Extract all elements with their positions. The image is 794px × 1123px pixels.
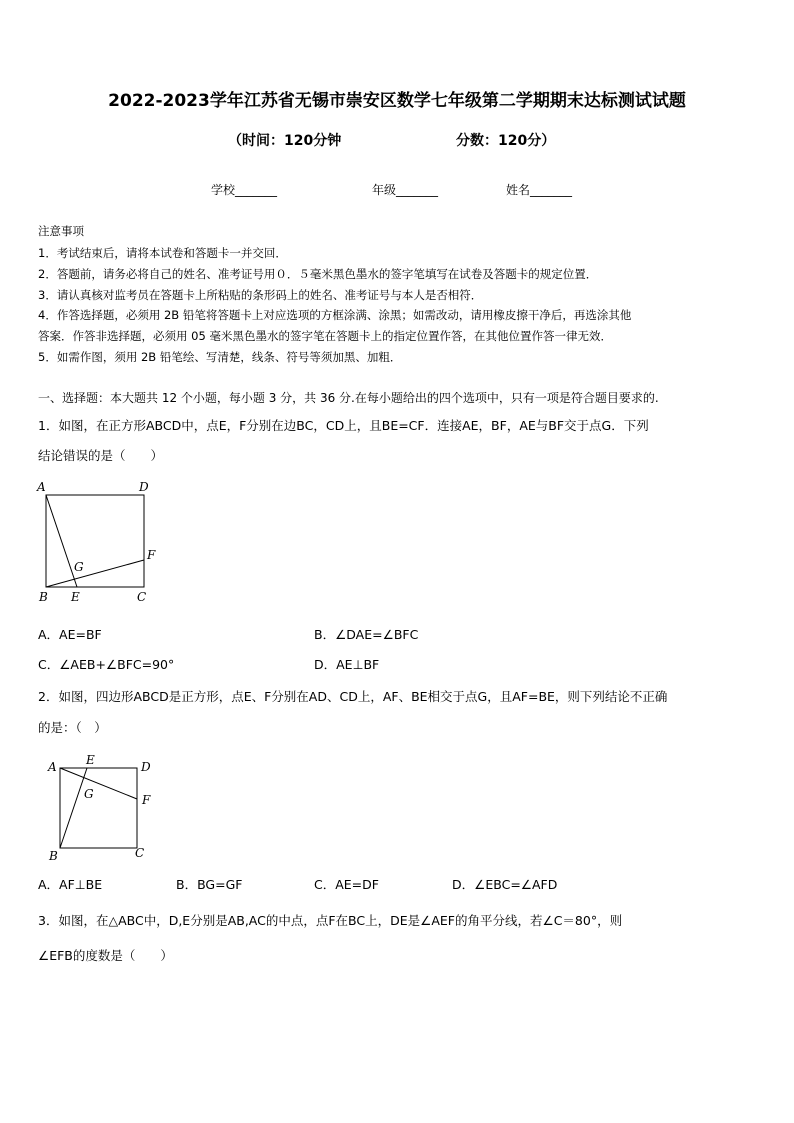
notice-heading: 注意事项 (38, 224, 84, 238)
option-b: B．∠DAE=∠BFC (314, 627, 419, 642)
school-field: 学校_______ (211, 183, 278, 197)
label-e: E (86, 753, 95, 767)
label-b: B (49, 849, 58, 863)
label-f: F (142, 793, 151, 807)
label-a: A (48, 760, 57, 774)
label-c: C (135, 846, 145, 860)
question-1-text: 1．如图，在正方形ABCD中，点E，F分别在边BC，CD上，且BE=CF．连接AE，BF，AE与BF交于点G．下列 (38, 418, 649, 433)
grade-field: 年级_______ (372, 183, 439, 197)
question-3-text: 3．如图，在△ABC中，D,E分别是AB,AC的中点，点F在BC上，DE是∠AEF的角平分线，若∠C＝80°，则 (38, 913, 623, 928)
notice-item: 3．请认真核对监考员在答题卡上所粘贴的条形码上的姓名、准考证号与本人是否相符． (38, 288, 483, 302)
option-a: A．AE=BF (38, 627, 102, 642)
label-e: E (71, 590, 80, 604)
label-g: G (74, 560, 84, 574)
notice-item: 4．作答选择题，必须用 2B 铅笔将答题卡上对应选项的方框涂满、涂黑；如需改动，请用橡皮擦干净后，再选涂其他 (38, 308, 632, 322)
notice-item: 5．如需作图，须用 2B 铅笔绘、写清楚，线条、符号等须加黑、加粗． (38, 350, 402, 364)
option-b: B．BG=GF (176, 877, 243, 892)
option-d: D．∠EBC=∠AFD (452, 877, 558, 892)
section-heading: 一、选择题：本大题共 12 个小题，每小题 3 分，共 36 分.在每小题给出的四个选项中，只有一项是符合题目要求的. (38, 391, 659, 405)
exam-score: 分数：120分） (456, 133, 556, 149)
question-2-text: 的是：（ ） (38, 720, 107, 735)
question-2-text: 2．如图，四边形ABCD是正方形，点E、F分别在AD、CD上，AF、BE相交于点G，且AF=BE，则下列结论不正确 (38, 689, 668, 704)
label-f: F (147, 548, 156, 562)
name-field: 姓名_______ (506, 183, 573, 197)
label-b: B (39, 590, 48, 604)
option-a: A．AF⊥BE (38, 877, 103, 892)
notice-item: 2．答题前，请务必将自己的姓名、准考证号用０．５毫米黑色墨水的签字笔填写在试卷及答题卡的规定位置． (38, 267, 598, 281)
page-title: 2022-2023学年江苏省无锡市崇安区数学七年级第二学期期末达标测试试题 (108, 91, 686, 111)
question-1-text: 结论错误的是（ ） (38, 448, 164, 463)
question-2-figure (40, 750, 165, 865)
label-d: D (139, 480, 149, 494)
label-c: C (137, 590, 147, 604)
option-c: C．AE=DF (314, 877, 379, 892)
exam-time: （时间：120分钟 (228, 133, 342, 149)
question-3-text: ∠EFB的度数是（ ） (38, 948, 173, 963)
option-c: C．∠AEB+∠BFC=90° (38, 657, 175, 672)
label-d: D (141, 760, 151, 774)
label-a: A (37, 480, 46, 494)
question-1-figure (30, 476, 170, 606)
label-g: G (84, 787, 94, 801)
option-d: D．AE⊥BF (314, 657, 380, 672)
notice-item: 1．考试结束后，请将本试卷和答题卡一并交回． (38, 246, 287, 260)
notice-item: 答案．作答非选择题，必须用 05 毫米黑色墨水的签字笔在答题卡上的指定位置作答，在其他位置作答一律无效． (38, 329, 612, 343)
